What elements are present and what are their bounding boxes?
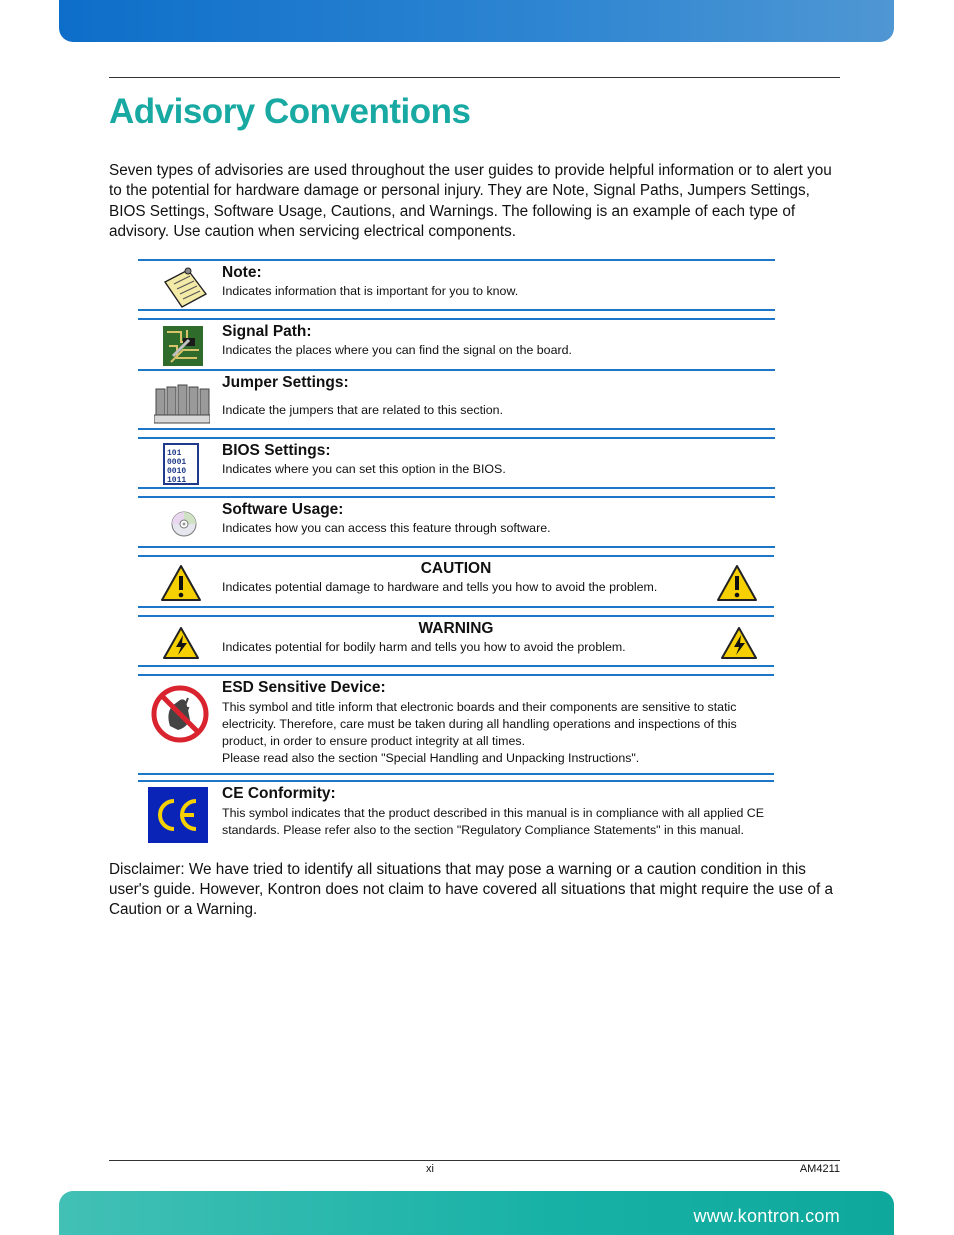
advisory-title: ESD Sensitive Device:	[222, 679, 386, 696]
advisory-text: Indicates how you can access this feature through software.	[222, 521, 551, 535]
ce-icon	[148, 787, 208, 843]
bios-icon	[163, 443, 199, 485]
advisory-text: This symbol indicates that the product described in this manual is in compliance with all applied CE standards. Please refer also to the section "Regulatory Compliance Statements" in this manual.	[222, 806, 765, 837]
svg-text:0001: 0001	[167, 458, 187, 467]
advisory-title: Jumper Settings:	[222, 374, 349, 391]
advisory-title: BIOS Settings:	[222, 442, 331, 459]
advisory-title: CE Conformity:	[222, 785, 336, 802]
bottom-divider	[109, 1160, 840, 1161]
intro-paragraph: Seven types of advisories are used throughout the user guides to provide helpful information or to alert you to the potential for hardware damage or personal injury. They are Note, Signal Paths, Jumpers Settings, BIOS Settings, Software Usage, Cautions, and Warnings. The following is an example of each type of advisory. Use caution when servicing electrical components.	[109, 162, 832, 240]
advisory-title: CAUTION	[420, 560, 492, 577]
header-banner	[59, 0, 894, 42]
signal-path-icon	[163, 326, 203, 366]
svg-text:101: 101	[167, 449, 182, 458]
advisory-bios-settings	[138, 437, 775, 489]
document-id: AM4211	[799, 1163, 840, 1175]
advisory-note	[138, 259, 775, 311]
advisory-title: Note:	[222, 264, 262, 281]
advisory-text: Indicates potential for bodily harm and tells you how to avoid the problem.	[222, 640, 626, 654]
advisory-text: Indicates potential damage to hardware and tells you how to avoid the problem.	[222, 580, 658, 594]
advisory-caution	[138, 555, 774, 608]
advisory-text-2: Please read also the section "Special Handling and Unpacking Instructions".	[222, 751, 640, 765]
svg-text:1011: 1011	[167, 476, 187, 485]
advisory-jumper-settings	[138, 369, 775, 430]
page-number: xi	[426, 1163, 434, 1175]
advisory-title: WARNING	[418, 620, 494, 637]
advisory-text: Indicate the jumpers that are related to this section.	[222, 403, 504, 417]
advisory-text: Indicates information that is important for you to know.	[222, 284, 519, 298]
advisory-esd	[138, 674, 774, 775]
page-title: Advisory Conventions	[109, 92, 471, 131]
top-divider	[109, 77, 840, 78]
advisory-signal-path	[138, 318, 775, 371]
footer-banner	[59, 1191, 894, 1235]
cd-icon	[171, 511, 197, 537]
advisory-text: Indicates where you can set this option in the BIOS.	[222, 462, 506, 476]
advisory-title: Signal Path:	[222, 323, 312, 340]
disclaimer-paragraph: Disclaimer: We have tried to identify all situations that may pose a warning or a caution condition in this user's guide. However, Kontron does not claim to have covered all situations that might require the use of a Caution or a Warning.	[109, 861, 833, 918]
advisory-text: This symbol and title inform that electronic boards and their components are sensitive to static electricity. Therefore, care must be taken during all handling operations and inspections of this product, in order to ensure product integrity at all times.	[222, 700, 737, 748]
esd-icon	[150, 684, 210, 744]
jumper-icon	[154, 381, 210, 425]
advisory-ce	[138, 780, 774, 846]
svg-text:0010: 0010	[167, 467, 187, 476]
website-link[interactable]: www.kontron.com	[693, 1206, 840, 1226]
advisory-warning	[138, 615, 774, 667]
advisory-text: Indicates the places where you can find the signal on the board.	[222, 343, 572, 357]
advisory-title: Software Usage:	[222, 501, 344, 518]
note-icon	[160, 266, 210, 310]
advisory-software-usage	[138, 496, 775, 548]
